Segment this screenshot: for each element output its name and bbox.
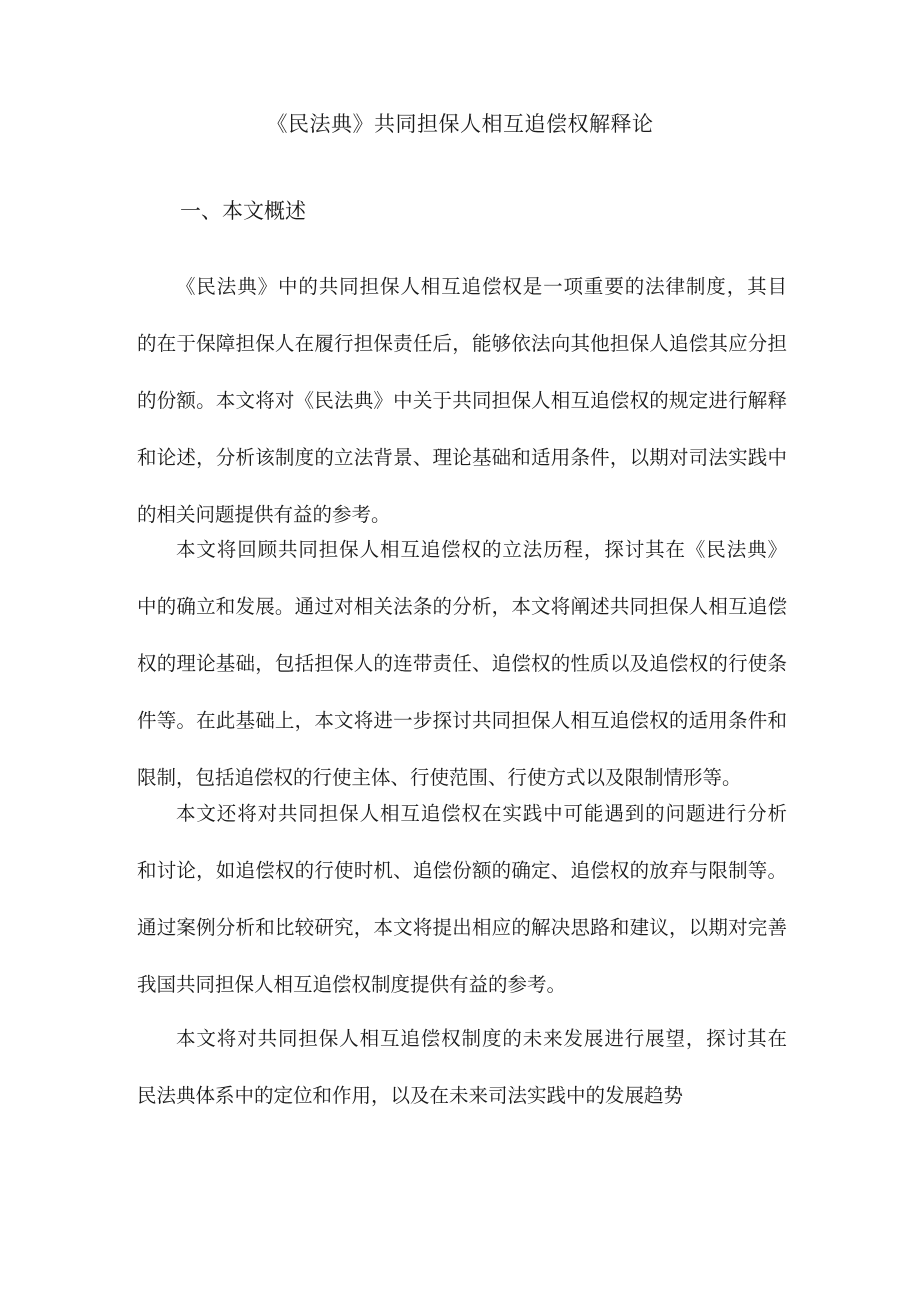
paragraph-line: 中的确立和发展。通过对相关法条的分析，本文将阐述共同担保人相互追偿 <box>137 595 787 618</box>
paragraph-line: 件等。在此基础上，本文将进一步探讨共同担保人相互追偿权的适用条件和 <box>137 709 787 732</box>
document-title: 《民法典》共同担保人相互追偿权解释论 <box>266 112 654 136</box>
paragraph-line: 的份额。本文将对《民法典》中关于共同担保人相互追偿权的规定进行解释 <box>137 389 787 412</box>
paragraph-line: 《民法典》中的共同担保人相互追偿权是一项重要的法律制度，其目 <box>176 275 787 298</box>
paragraph-1 <box>137 258 787 543</box>
paragraph-line: 本文将对共同担保人相互追偿权制度的未来发展进行展望，探讨其在 <box>176 1027 787 1050</box>
paragraph-line: 和论述，分析该制度的立法背景、理论基础和适用条件，以期对司法实践中 <box>137 446 787 469</box>
paragraph-line: 的在于保障担保人在履行担保责任后，能够依法向其他担保人追偿其应分担 <box>137 332 787 355</box>
paragraph-line: 的相关问题提供有益的参考。 <box>137 503 391 526</box>
paragraph-line: 本文还将对共同担保人相互追偿权在实践中可能遇到的问题进行分析 <box>176 802 787 825</box>
paragraph-line: 限制，包括追偿权的行使主体、行使范围、行使方式以及限制情形等。 <box>137 766 742 789</box>
paragraph-2 <box>137 521 787 806</box>
section-heading: 一、本文概述 <box>180 199 306 223</box>
paragraph-line: 民法典体系中的定位和作用，以及在未来司法实践中的发展趋势 <box>137 1084 684 1107</box>
paragraph-3 <box>137 785 787 1013</box>
paragraph-4 <box>137 1010 787 1124</box>
paragraph-line: 通过案例分析和比较研究，本文将提出相应的解决思路和建议，以期对完善 <box>137 916 787 939</box>
paragraph-line: 权的理论基础，包括担保人的连带责任、追偿权的性质以及追偿权的行使条 <box>137 652 787 675</box>
paragraph-line: 和讨论，如追偿权的行使时机、追偿份额的确定、追偿权的放弃与限制等。 <box>137 859 787 882</box>
paragraph-line: 我国共同担保人相互追偿权制度提供有益的参考。 <box>137 973 567 996</box>
paragraph-line: 本文将回顾共同担保人相互追偿权的立法历程，探讨其在《民法典》 <box>176 538 787 561</box>
